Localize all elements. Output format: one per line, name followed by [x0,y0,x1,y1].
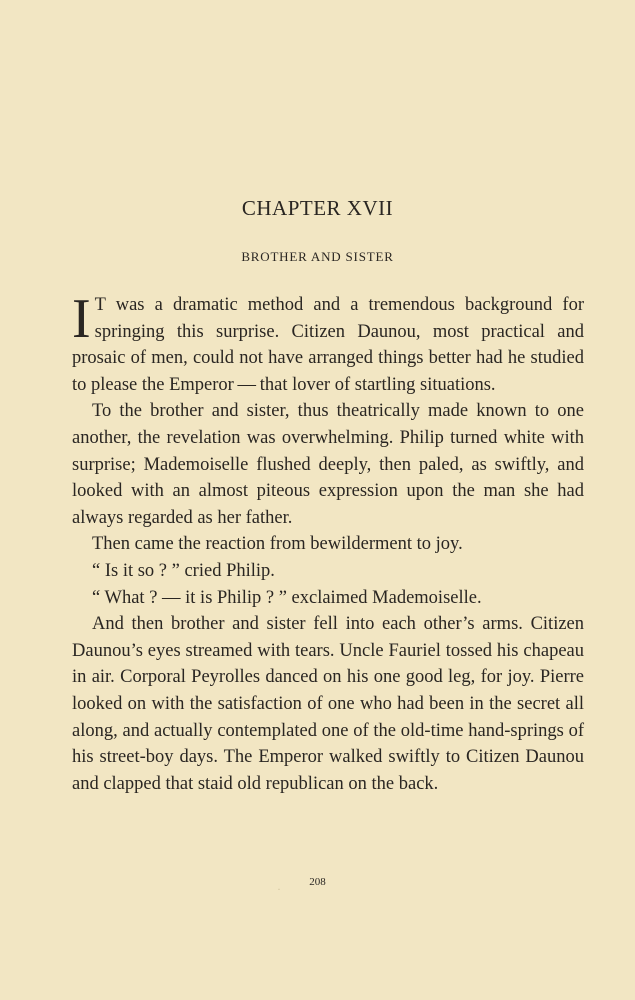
page-number: 208 [309,876,326,888]
paragraph-text: T was a dramatic method and a tremendous background for springing this surprise. Citizen Daunou, most practical and prosaic of men, could not have arranged things better had he studied to please the Emperor — that lover of startling situations. [72,295,584,395]
ink-smudge: · [277,882,281,896]
chapter-body [72,288,584,797]
paragraph: To the brother and sister, thus theatrically made known to one another, the revelation was overwhelming. Philip turned white with surprise; Mademoiselle flushed deeply, then paled, as swiftly, and looked with an almost piteous expression upon the man she had always regarded as her father. [72,401,584,528]
drop-cap: I [72,288,91,350]
chapter-title: CHAPTER XVII [241,196,394,220]
paragraph: “ What ? — it is Philip ? ” exclaimed Mademoiselle. [92,587,482,608]
paragraph [72,288,584,398]
chapter-subtitle: BROTHER AND SISTER [241,249,394,264]
paragraph: Then came the reaction from bewilderment to joy. [92,534,463,555]
paragraph: “ Is it so ? ” cried Philip. [92,560,275,581]
paragraph: And then brother and sister fell into each other’s arms. Citizen Daunou’s eyes streamed with tears. Uncle Fauriel tossed his chapeau in air. Corporal Peyrolles danced on his one good leg, for joy. Pierre looked on with the satisfaction of one who had been in the secret all along, and actually contemplated one of the old-time hand-springs of his street-boy days. The Emperor walked swiftly to Citizen Daunou and clapped that staid old republican on the back. [72,614,584,794]
